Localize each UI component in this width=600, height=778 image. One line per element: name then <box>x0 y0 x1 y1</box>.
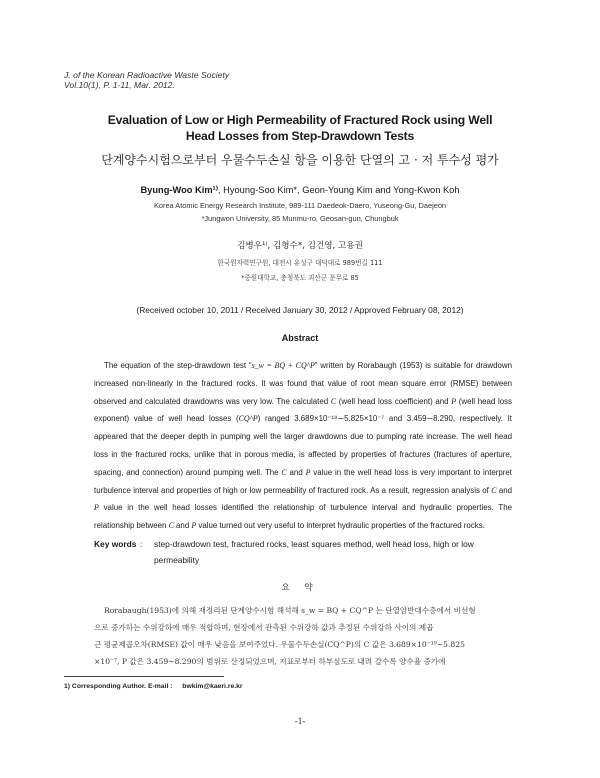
korean-abstract-heading: 요 약 <box>281 583 319 593</box>
abstract-text: The equation of the step-drawdown test “s_w = BQ + CQ^P” written by Rorabaugh (1953) is suitable for drawdown increased non-linearly in the fractured rocks. It was found that value of root mean square error (RMSE) between observed and calculated drawdowns was very low. The calculated C (well head loss coefficient) and P (well head loss exponent) value of well head losses (CQ^P) ranged 3.689×10⁻¹⁹∼5.825×10⁻⁷ and 3.459∼8.290, respectively. It appeared that the deeper depth in pumping well the larger drawdowns due to pumping rate increase. The well head loss in the fractured rocks, unlike that in porous media, is affected by properties of fractures (fractures of aperture, spacing, and connection) around pumping well. The C and P value in the well head loss is very important to interpret turbulence interval and properties of high or low permeability of fractured rock. As a result, regression analysis of C and P value in the well head losses identified the relationship of turbulence interval and hydraulic properties. The relationship between C and P value turned out very useful to interpret hydraulic properties of the fractured rocks. <box>94 361 513 531</box>
english-authors <box>60 184 540 196</box>
korean-authors: 김병우¹⁾, 김형수*, 김건영, 고용권 <box>237 241 363 251</box>
abstract-heading: Abstract <box>281 333 319 343</box>
keywords-label: Key words <box>94 539 137 549</box>
co-authors: , Hyoung-Soo Kim*, Geon-Young Kim and Yong-Kwon Koh <box>217 185 460 195</box>
footnote-divider <box>64 676 224 677</box>
footnote-label: 1) Corresponding Author. E-mail : <box>64 683 173 690</box>
english-title-line-2: Head Losses from Step-Drawdown Tests <box>185 129 415 143</box>
affiliation-ko-2: *중원대학교, 충청북도 괴산군 문무로 85 <box>241 274 359 282</box>
english-title <box>60 112 540 144</box>
english-title-line-1: Evaluation of Low or High Permeability of Fractured Rock using Well <box>107 113 493 127</box>
journal-name: J. of the Korean Radioactive Waste Society <box>64 70 230 80</box>
affiliation-en-1: Korea Atomic Energy Research Institute, 989-111 Daedeok-Daero, Yuseong-Gu, Daejeon <box>153 201 447 210</box>
korean-line-3: 근 평균제곱오차(RMSE) 값이 매우 낮음을 보여주었다. 우물수두손실(CQ^P)의 C 값은 3.689×10⁻¹⁹∼5.825 <box>94 640 465 649</box>
affiliation-en-2: *Jungwon University, 85 Munmu-ro, Geosan-gun, Chungbuk <box>201 214 399 223</box>
received-dates: (Received october 10, 2011 / Received January 30, 2012 / Approved February 08, 2012) <box>136 305 464 315</box>
equation-inline: s_w = BQ + CQ^P <box>251 361 315 370</box>
korean-title: 단계양수시험으로부터 우물수두손실 항을 이용한 단열의 고 · 저 투수성 평가 <box>101 153 499 167</box>
affiliation-ko-1: 한국원자력연구원, 대전시 유성구 대덕대로 989번길 111 <box>217 259 383 267</box>
author-email: bwkim@kaeri.re.kr <box>182 683 243 690</box>
korean-line-2: 으로 증가하는 수위강하에 매우 적합하며, 현장에서 관측된 수위강하 값과 추정된 수위강하 사이의 제곱 <box>94 623 434 632</box>
journal-volume: Vol.10(1), P. 1-11, Mar. 2012. <box>64 80 175 90</box>
keywords-colon: : <box>140 539 143 549</box>
page-number: -1- <box>294 716 306 726</box>
korean-line-4: ×10⁻⁷, P 값은 3.459∼8.290의 범위로 산정되었으며, 지표로부터 하부심도로 내려 갈수록 양수율 증가에 <box>94 657 446 666</box>
korean-abstract-text <box>94 602 512 670</box>
footnote <box>64 682 243 691</box>
keywords-list: step-drawdown test, fractured rocks, least squares method, well head loss, high or low permeability <box>154 539 474 565</box>
corresponding-author: Byung-Woo Kim¹⁾ <box>140 185 218 195</box>
korean-line-1: Rorabaugh(1953)에 의해 재정리된 단계양수시험 해석해 s_w = BQ + CQ^P 는 단열암반대수층에서 비선형 <box>104 606 476 615</box>
journal-header <box>64 70 229 90</box>
